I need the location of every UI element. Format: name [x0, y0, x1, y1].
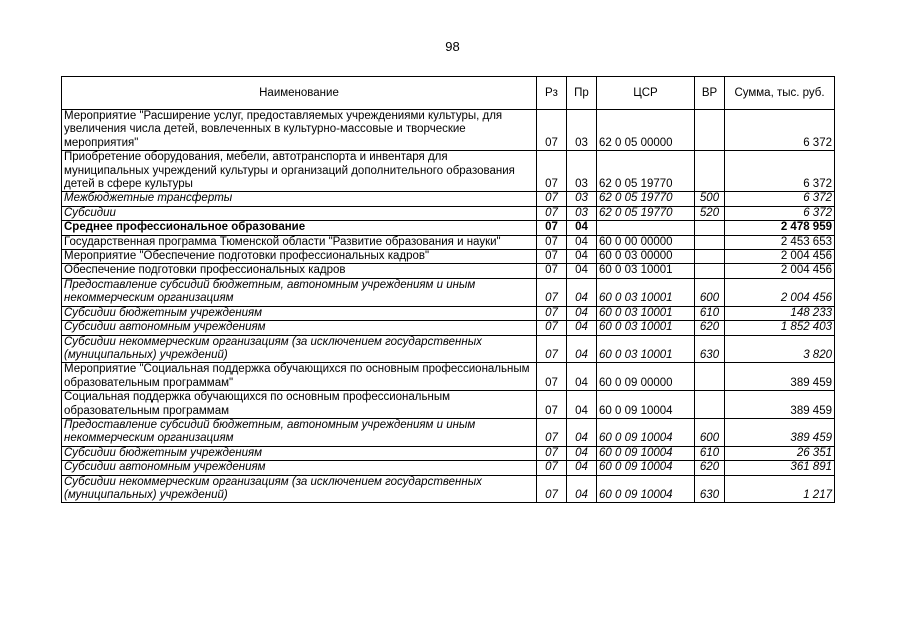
cell-sum: 2 004 456	[725, 278, 835, 306]
cell-csr: 60 0 03 10001	[597, 264, 695, 278]
cell-name: Мероприятие "Расширение услуг, предоставляемых учреждениями культуры, для увеличения числа детей, вовлеченных в культурно-массовые и творческие мероприятия"	[62, 110, 537, 151]
cell-csr	[597, 221, 695, 235]
cell-pr: 04	[567, 475, 597, 503]
header-sum: Сумма, тыс. руб.	[725, 77, 835, 110]
table-row	[62, 278, 835, 306]
table-body	[62, 110, 835, 503]
cell-rz: 07	[537, 335, 567, 363]
cell-name: Предоставление субсидий бюджетным, автономным учреждениям и иным некоммерческим организациям	[62, 278, 537, 306]
cell-csr: 62 0 05 19770	[597, 192, 695, 206]
cell-sum: 6 372	[725, 192, 835, 206]
table-row	[62, 206, 835, 220]
cell-rz: 07	[537, 221, 567, 235]
cell-pr: 03	[567, 110, 597, 151]
cell-sum: 361 891	[725, 461, 835, 475]
cell-pr: 04	[567, 235, 597, 249]
cell-csr: 60 0 09 10004	[597, 475, 695, 503]
cell-pr: 04	[567, 221, 597, 235]
cell-vr	[695, 221, 725, 235]
table-row	[62, 321, 835, 335]
cell-rz: 07	[537, 250, 567, 264]
cell-vr: 600	[695, 418, 725, 446]
table-row	[62, 151, 835, 192]
cell-vr	[695, 391, 725, 419]
cell-name: Мероприятие "Обеспечение подготовки профессиональных кадров"	[62, 250, 537, 264]
cell-sum: 389 459	[725, 391, 835, 419]
cell-vr: 610	[695, 306, 725, 320]
cell-vr	[695, 151, 725, 192]
cell-rz: 07	[537, 391, 567, 419]
cell-rz: 07	[537, 264, 567, 278]
cell-vr: 600	[695, 278, 725, 306]
cell-sum: 3 820	[725, 335, 835, 363]
cell-pr: 03	[567, 151, 597, 192]
cell-csr: 60 0 09 00000	[597, 363, 695, 391]
table-row	[62, 110, 835, 151]
cell-sum: 2 004 456	[725, 250, 835, 264]
cell-csr: 60 0 03 10001	[597, 321, 695, 335]
cell-pr: 04	[567, 250, 597, 264]
cell-csr: 62 0 05 00000	[597, 110, 695, 151]
table-row	[62, 335, 835, 363]
header-vr: ВР	[695, 77, 725, 110]
table-row	[62, 306, 835, 320]
cell-name: Приобретение оборудования, мебели, автотранспорта и инвентаря для муниципальных учреждений культуры и организаций дополнительного образования детей в сфере культуры	[62, 151, 537, 192]
budget-table	[61, 76, 835, 503]
cell-name: Мероприятие "Социальная поддержка обучающихся по основным профессиональным образовательным программам"	[62, 363, 537, 391]
cell-csr: 60 0 03 10001	[597, 306, 695, 320]
cell-pr: 04	[567, 446, 597, 460]
table-row	[62, 235, 835, 249]
cell-pr: 04	[567, 363, 597, 391]
cell-name: Субсидии	[62, 206, 537, 220]
cell-rz: 07	[537, 306, 567, 320]
cell-sum: 1 217	[725, 475, 835, 503]
cell-sum: 6 372	[725, 110, 835, 151]
cell-rz: 07	[537, 192, 567, 206]
cell-rz: 07	[537, 461, 567, 475]
cell-vr: 630	[695, 475, 725, 503]
table-header-row	[62, 77, 835, 110]
cell-csr: 60 0 09 10004	[597, 461, 695, 475]
cell-csr: 60 0 03 10001	[597, 335, 695, 363]
cell-name: Государственная программа Тюменской области "Развитие образования и науки"	[62, 235, 537, 249]
cell-sum: 2 453 653	[725, 235, 835, 249]
table-row	[62, 446, 835, 460]
header-rz: Рз	[537, 77, 567, 110]
cell-sum: 389 459	[725, 363, 835, 391]
cell-pr: 04	[567, 278, 597, 306]
cell-vr	[695, 110, 725, 151]
cell-name: Субсидии некоммерческим организациям (за исключением государственных (муниципальных) учреждений)	[62, 475, 537, 503]
cell-name: Субсидии автономным учреждениям	[62, 321, 537, 335]
page-number: 98	[445, 39, 460, 54]
cell-rz: 07	[537, 206, 567, 220]
table-row	[62, 264, 835, 278]
cell-pr: 04	[567, 461, 597, 475]
cell-vr: 620	[695, 321, 725, 335]
cell-csr: 62 0 05 19770	[597, 206, 695, 220]
cell-name: Социальная поддержка обучающихся по основным профессиональным образовательным программам	[62, 391, 537, 419]
cell-csr: 60 0 09 10004	[597, 446, 695, 460]
cell-name: Межбюджетные трансферты	[62, 192, 537, 206]
cell-name: Субсидии бюджетным учреждениям	[62, 306, 537, 320]
cell-vr	[695, 250, 725, 264]
cell-name: Субсидии бюджетным учреждениям	[62, 446, 537, 460]
cell-rz: 07	[537, 110, 567, 151]
cell-rz: 07	[537, 363, 567, 391]
cell-sum: 1 852 403	[725, 321, 835, 335]
cell-pr: 04	[567, 306, 597, 320]
table-row	[62, 250, 835, 264]
cell-name: Обеспечение подготовки профессиональных кадров	[62, 264, 537, 278]
cell-sum: 2 478 959	[725, 221, 835, 235]
cell-vr: 520	[695, 206, 725, 220]
cell-csr: 60 0 03 00000	[597, 250, 695, 264]
cell-vr: 610	[695, 446, 725, 460]
cell-vr	[695, 264, 725, 278]
cell-vr: 620	[695, 461, 725, 475]
cell-vr: 500	[695, 192, 725, 206]
cell-sum: 6 372	[725, 151, 835, 192]
cell-csr: 62 0 05 19770	[597, 151, 695, 192]
cell-sum: 389 459	[725, 418, 835, 446]
cell-vr	[695, 363, 725, 391]
cell-csr: 60 0 09 10004	[597, 391, 695, 419]
header-csr: ЦСР	[597, 77, 695, 110]
cell-csr: 60 0 03 10001	[597, 278, 695, 306]
header-name: Наименование	[62, 77, 537, 110]
cell-rz: 07	[537, 278, 567, 306]
cell-csr: 60 0 09 10004	[597, 418, 695, 446]
cell-rz: 07	[537, 475, 567, 503]
cell-vr: 630	[695, 335, 725, 363]
table-row	[62, 475, 835, 503]
cell-pr: 03	[567, 192, 597, 206]
cell-sum: 2 004 456	[725, 264, 835, 278]
cell-rz: 07	[537, 235, 567, 249]
cell-csr: 60 0 00 00000	[597, 235, 695, 249]
cell-name: Предоставление субсидий бюджетным, автономным учреждениям и иным некоммерческим организациям	[62, 418, 537, 446]
cell-pr: 04	[567, 418, 597, 446]
table-row	[62, 461, 835, 475]
cell-pr: 04	[567, 264, 597, 278]
cell-pr: 04	[567, 335, 597, 363]
cell-name: Среднее профессиональное образование	[62, 221, 537, 235]
table-row	[62, 418, 835, 446]
cell-rz: 07	[537, 446, 567, 460]
header-pr: Пр	[567, 77, 597, 110]
cell-name: Субсидии некоммерческим организациям (за исключением государственных (муниципальных) учреждений)	[62, 335, 537, 363]
cell-pr: 04	[567, 321, 597, 335]
cell-name: Субсидии автономным учреждениям	[62, 461, 537, 475]
cell-vr	[695, 235, 725, 249]
cell-pr: 03	[567, 206, 597, 220]
table-row	[62, 221, 835, 235]
cell-rz: 07	[537, 321, 567, 335]
cell-sum: 6 372	[725, 206, 835, 220]
cell-pr: 04	[567, 391, 597, 419]
cell-sum: 26 351	[725, 446, 835, 460]
table-row	[62, 192, 835, 206]
cell-rz: 07	[537, 418, 567, 446]
table-row	[62, 363, 835, 391]
table-row	[62, 391, 835, 419]
cell-rz: 07	[537, 151, 567, 192]
cell-sum: 148 233	[725, 306, 835, 320]
